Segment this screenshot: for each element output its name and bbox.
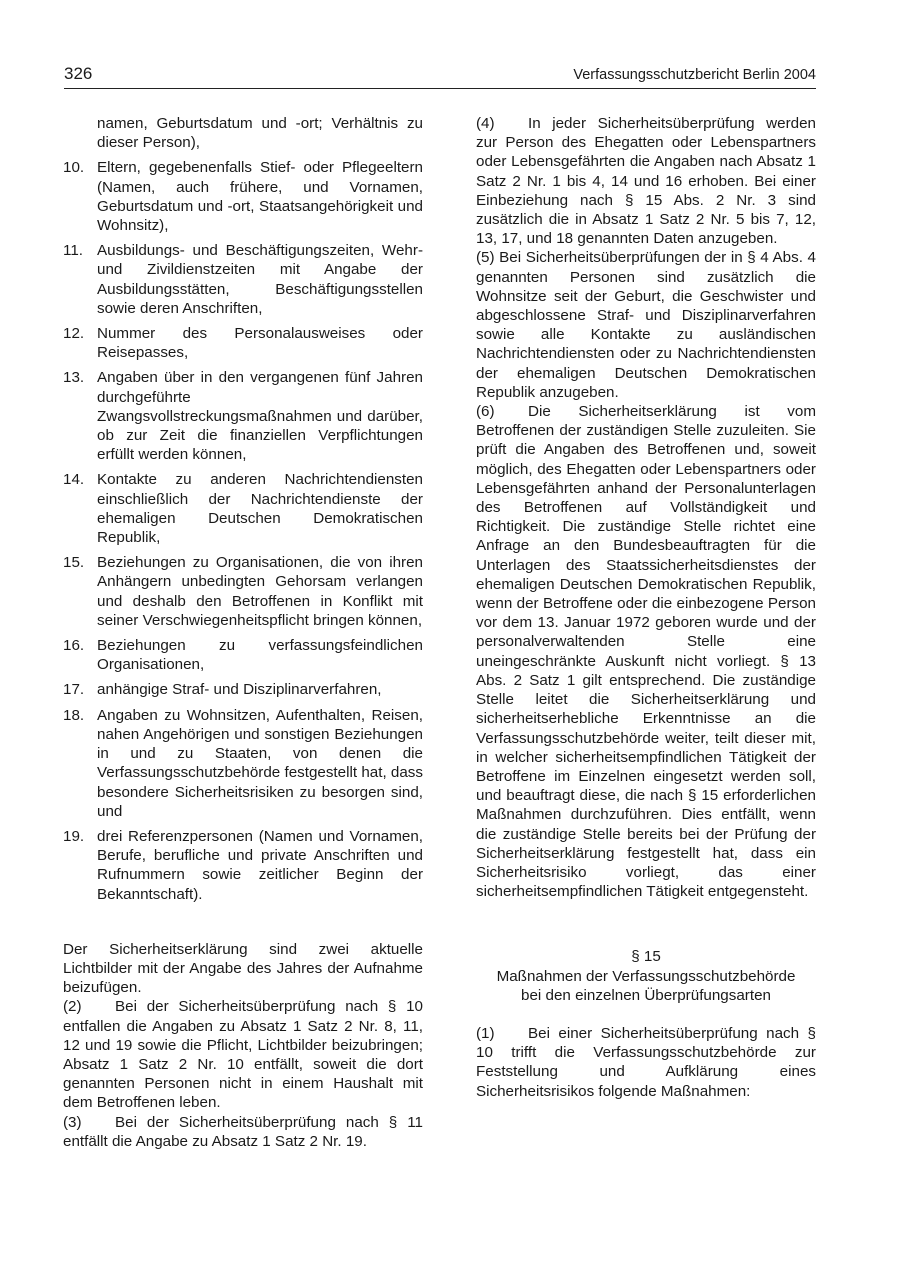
paragraph-6-label: (6) [476, 403, 495, 421]
list-item-text: Kontakte zu anderen Nachrichtendiensten einschließlich der Nachrichtendienste der ehemaligen Deutschen Demokratischen Republik, [97, 471, 423, 547]
list-item [63, 827, 423, 904]
list-item-text: Angaben über in den vergangenen fünf Jahren durchgeführte Zwangsvollstreckungsmaßnahmen und darüber, ob zur Zeit die finanziellen Verpflichtungen erfüllt werden können, [97, 369, 423, 464]
paragraph-6 [476, 402, 816, 901]
list-item [63, 158, 423, 235]
paragraph-3-label: (3) [63, 1113, 82, 1131]
list-item [63, 241, 423, 318]
paragraph-4-text: In jeder Sicherheitsüberprüfung werden zur Person des Ehegatten oder Lebenspartners oder Lebensgefährten die Angaben nach Absatz 1 Satz 2 Nr. 1 bis 4, 14 und 16 erhoben. Bei einer Einbeziehung nach § 15 Abs. 2 Nr. 3 sind zusätzlich die in Absatz 1 Satz 2 Nr. 5 bis 7, 12, 13, 17, und 18 genannten Daten anzugeben. [476, 115, 816, 248]
section-15-paragraph-1 [476, 1024, 816, 1101]
list-item-number: 12. [63, 325, 85, 343]
paragraph-2-text: Bei der Sicherheitsüberprüfung nach § 10 entfallen die Angaben zu Absatz 1 Satz 2 Nr. 8, 11, 12 und 19 sowie die Pflicht, Lichtbilder beizubringen; Absatz 1 Satz 2 Nr. 10 entfällt, soweit die dort genannten Personen nicht in einem Haushalt mit dem Betroffenen leben. [63, 998, 423, 1112]
right-column [476, 114, 816, 1101]
list-item [63, 470, 423, 547]
paragraph-4 [476, 114, 816, 248]
list-item-text: Ausbildungs- und Beschäftigungszeiten, Wehr- und Zivildienstzeiten mit Angabe der Ausbildungsstätten, Beschäftigungsstellen sowie deren Anschriften, [97, 242, 423, 317]
list-item-text: Eltern, gegebenenfalls Stief- oder Pflegeeltern (Namen, auch frühere, und Vornamen, Geburtsdatum und -ort, Staatsangehörigkeit und Wohnsitz), [97, 159, 423, 235]
list-item-text: Beziehungen zu Organisationen, die von ihren Anhängern unbedingten Gehorsam verlangen und deshalb den Betroffenen in Konflikt mit seiner Verschwiegenheitspflicht bringen können, [97, 554, 423, 629]
paragraph-5-text: Bei Sicherheitsüberprüfungen der in § 4 Abs. 4 genannten Personen sind zusätzlich die Wohnsitze seit der Geburt, die Geschwister und abgeschlossene Straf- und Disziplinarverfahren sowie alle Kontakte zu ausländischen Nachrichtendiensten oder zu Nachrichtendiensten der ehemaligen Deutschen Demokratischen Republik anzugeben. [476, 249, 816, 401]
list-item-number: 17. [63, 681, 85, 699]
list-item-number: 19. [63, 827, 85, 845]
list-item-number: 14. [63, 471, 85, 489]
paragraph-2 [63, 997, 423, 1112]
list-item-text: Beziehungen zu verfassungsfeindlichen Organisationen, [97, 637, 423, 674]
paragraph-4-label: (4) [476, 115, 495, 132]
list-item-number: 10. [63, 159, 85, 177]
list-item [63, 324, 423, 362]
section-heading [476, 947, 816, 1005]
left-column [63, 114, 423, 1151]
list-continuation: namen, Geburtsdatum und -ort; Verhältnis zu dieser Person), [97, 115, 423, 152]
paragraph-3-text: Bei der Sicherheitsüberprüfung nach § 11 entfällt die Angabe zu Absatz 1 Satz 2 Nr. 19. [63, 1113, 423, 1150]
section-title-line-1: Maßnahmen der Verfassungsschutzbehörde [496, 967, 796, 985]
list-item [63, 636, 423, 674]
numbered-list [63, 158, 423, 903]
paragraph-6-text: Die Sicherheitserklärung ist vom Betroffenen der zuständigen Stelle zuzuleiten. Sie prüft die Angaben des Betroffenen und, soweit möglich, des Ehegatten oder Lebenspartners oder Lebensgefährten anhand der Personalunterlagen des Betroffenen auf Vollständigkeit und Richtigkeit. Die zuständige Stelle richtet eine Anfrage an den Bundesbeauftragten für die Unterlagen des Staatssicherheitsdienstes der ehemaligen Deutschen Demokratischen Republik, wenn der Betroffene oder die einbezogene Person vor dem 13. Januar 1972 geboren wurde und der personalverwaltenden Stelle eine uneingeschränkte Auskunft nicht vorliegt. § 13 Abs. 2 Satz 1 gilt entsprechend. Die zuständige Stelle leitet die Sicherheitserklärung und sicherheitserhebliche Erkenntnisse an die Verfassungsschutzbehörde weiter, teilt dieser mit, in welcher sicherheitsempfindlichen Tätigkeit der Betroffene im Einzelnen eingesetzt werden soll, und beauftragt diese, die nach § 15 erforderlichen Maßnahmen durchzuführen. Dies entfällt, wenn die zuständige Stelle bereits bei der Prüfung der Sicherheitserklärung festgestellt hat, dass ein Sicherheitsrisiko vorliegt, das einer sicherheitsempfindlichen Tätigkeit entgegensteht. [476, 403, 816, 901]
section-15-paragraph-1-text: Bei einer Sicherheitsüberprüfung nach § 10 trifft die Verfassungsschutzbehörde zur Feststellung und Aufklärung eines Sicherheitsrisikos folgende Maßnahmen: [476, 1024, 816, 1100]
list-item-number: 13. [63, 369, 85, 387]
list-item-text: drei Referenzpersonen (Namen und Vornamen, Berufe, berufliche und private Anschriften und Rufnummern sowie zeitlicher Beginn der Bekanntschaft). [97, 827, 423, 903]
list-item [63, 680, 423, 699]
paragraph-5 [476, 248, 816, 402]
list-item-number: 15. [63, 554, 85, 572]
paragraph-photos: Der Sicherheitserklärung sind zwei aktuelle Lichtbilder mit der Angabe des Jahres der Aufnahme beizufügen. [63, 940, 423, 997]
paragraph-5-label: (5) [476, 249, 495, 267]
paragraph-2-label: (2) [63, 998, 82, 1016]
running-title: Verfassungsschutzbericht Berlin 2004 [573, 67, 816, 83]
list-item [63, 368, 423, 464]
page-number: 326 [64, 64, 93, 83]
list-item [63, 553, 423, 630]
list-item-text: anhängige Straf- und Disziplinarverfahren, [97, 681, 382, 699]
list-item [63, 706, 423, 821]
section-15-paragraph-1-label: (1) [476, 1024, 495, 1042]
list-item-text: Nummer des Personalausweises oder Reisepasses, [97, 325, 423, 362]
list-item-number: 11. [63, 242, 83, 260]
list-item-number: 16. [63, 637, 85, 655]
section-number: § 15 [631, 948, 661, 966]
section-title-line-2: bei den einzelnen Überprüfungsarten [521, 986, 771, 1004]
list-item-number: 18. [63, 706, 85, 724]
list-item-text: Angaben zu Wohnsitzen, Aufenthalten, Reisen, nahen Angehörigen und sonstigen Beziehungen in und zu Staaten, von denen die Verfassungsschutzbehörde festgestellt hat, dass besondere Sicherheitsrisiken zu besorgen sind, und [97, 706, 423, 820]
paragraph-3 [63, 1113, 423, 1151]
page-header [64, 62, 816, 89]
